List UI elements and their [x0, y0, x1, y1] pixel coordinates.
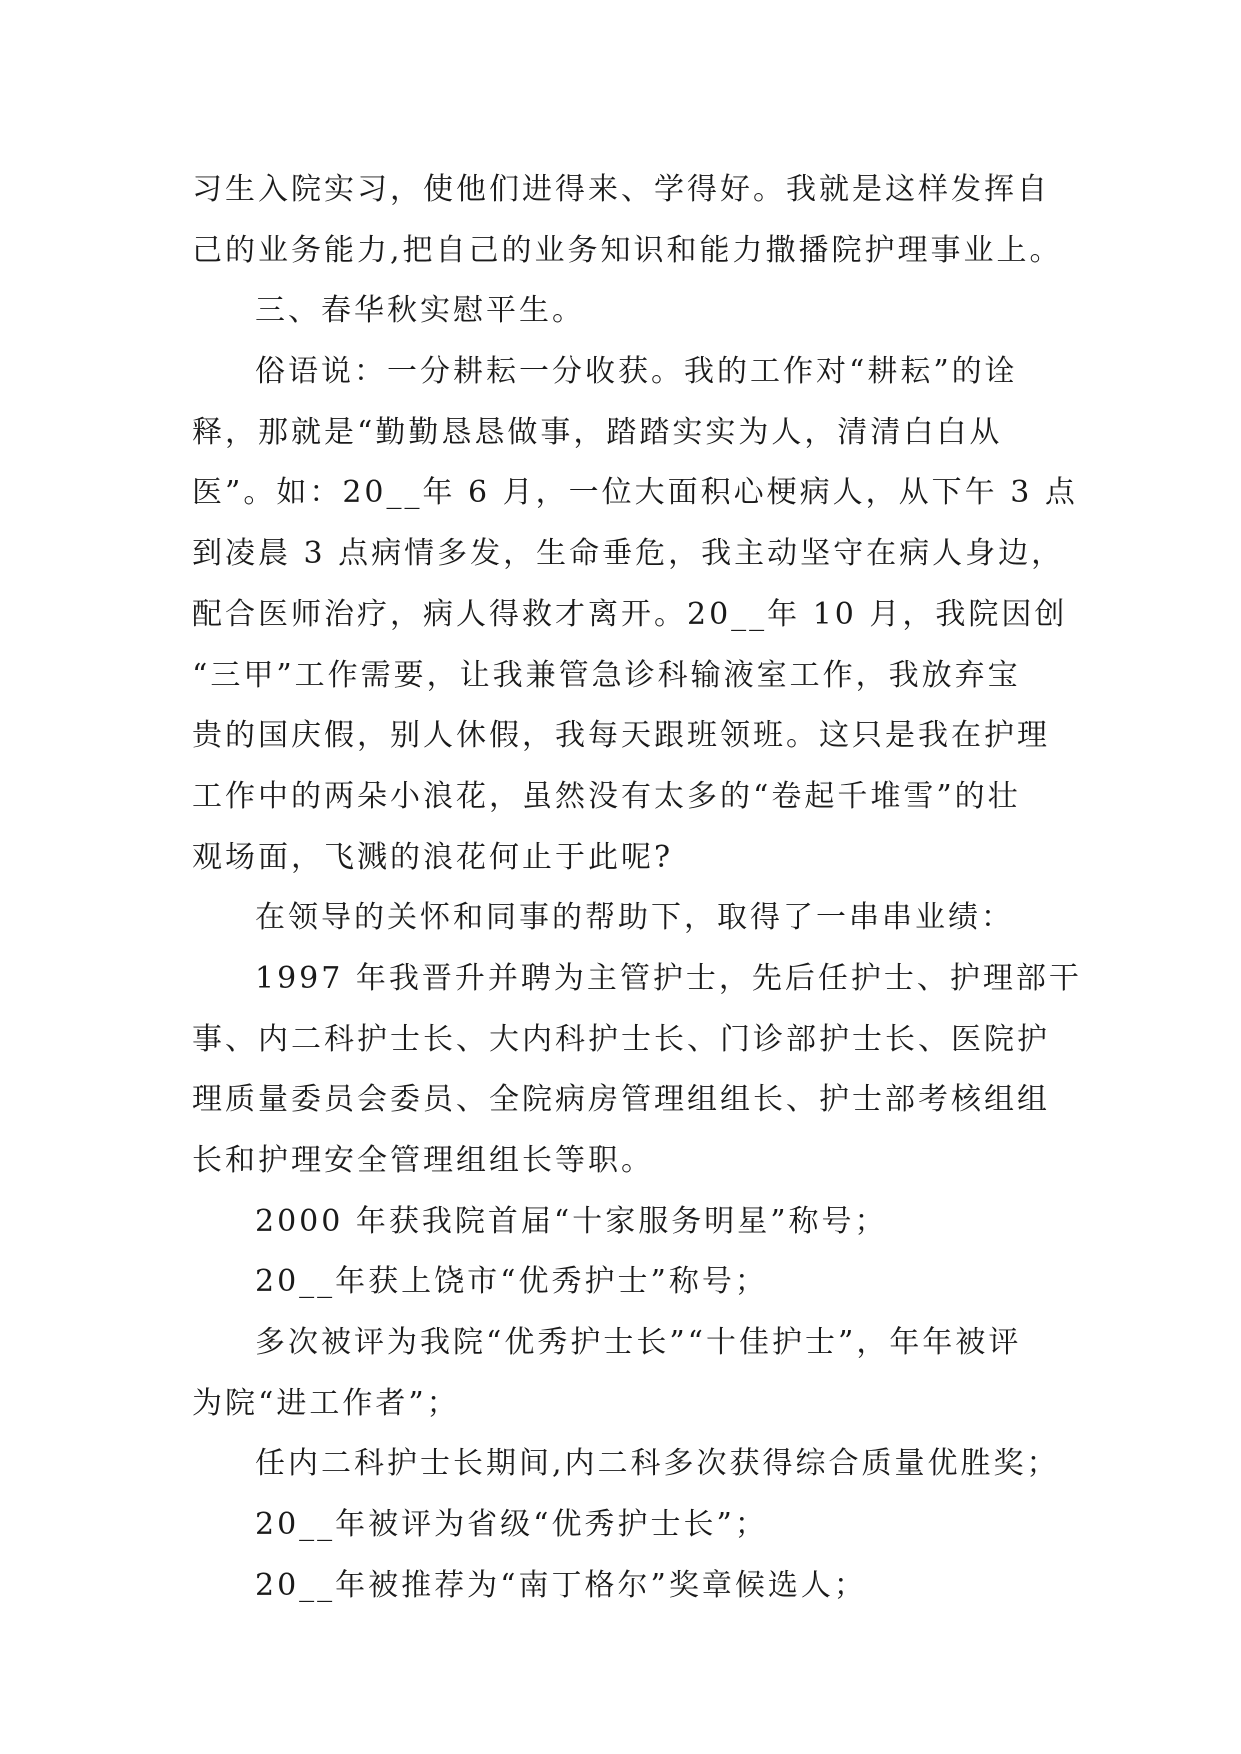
- text-line: 贵的国庆假，别人休假，我每天跟班领班。这只是我在护理: [192, 718, 1050, 754]
- body-text: [192, 160, 1092, 1617]
- text-line: 医”。如：20__年 6 月，一位大面积心梗病人，从下午 3 点: [192, 475, 1078, 511]
- text-line: 工作中的两朵小浪花，虽然没有太多的“卷起千堆雪”的壮: [192, 778, 1021, 814]
- text-line: 己的业务能力,把自己的业务知识和能力撒播院护理事业上。: [192, 232, 1063, 268]
- text-line: 1997 年我晋升并聘为主管护士，先后任护士、护理部干: [255, 960, 1082, 996]
- text-line: 配合医师治疗，病人得救才离开。20__年 10 月，我院因创: [192, 596, 1068, 632]
- text-line: “三甲”工作需要，让我兼管急诊科输液室工作，我放弃宝: [192, 657, 1021, 693]
- text-line: 2000 年获我院首届“十家服务明星”称号；: [255, 1203, 888, 1239]
- text-line: 长和护理安全管理组组长等职。: [192, 1143, 654, 1178]
- text-line: 到凌晨 3 点病情多发，生命垂危，我主动坚守在病人身边，: [192, 536, 1065, 572]
- text-line: 观场面，飞溅的浪花何止于此呢?: [192, 839, 674, 875]
- text-line: 20__年获上饶市“优秀护士”称号；: [255, 1264, 768, 1300]
- text-line: 在领导的关怀和同事的帮助下，取得了一串串业绩：: [255, 900, 1014, 936]
- text-line: 俗语说：一分耕耘一分收获。我的工作对“耕耘”的诠: [255, 354, 1018, 390]
- text-line: 20__年被推荐为“南丁格尔”奖章候选人；: [255, 1567, 867, 1603]
- text-line: 为院“进工作者”；: [192, 1385, 460, 1421]
- text-line: 三、春华秋实慰平生。: [255, 293, 585, 329]
- text-line: 20__年被评为省级“优秀护士长”；: [255, 1507, 768, 1543]
- text-line: 多次被评为我院“优秀护士长”“十佳护士”，年年被评: [255, 1325, 1022, 1361]
- text-line: 习生入院实习，使他们进得来、学得好。我就是这样发挥自: [192, 172, 1050, 207]
- text-line: 理质量委员会委员、全院病房管理组组长、护士部考核组组: [192, 1082, 1050, 1118]
- text-line: 任内二科护士长期间,内二科多次获得综合质量优胜奖；: [255, 1446, 1060, 1482]
- text-line: 释，那就是“勤勤恳恳做事，踏踏实实为人，清清白白从: [192, 414, 1003, 450]
- text-line: 事、内二科护士长、大内科护士长、门诊部护士长、医院护: [192, 1021, 1050, 1057]
